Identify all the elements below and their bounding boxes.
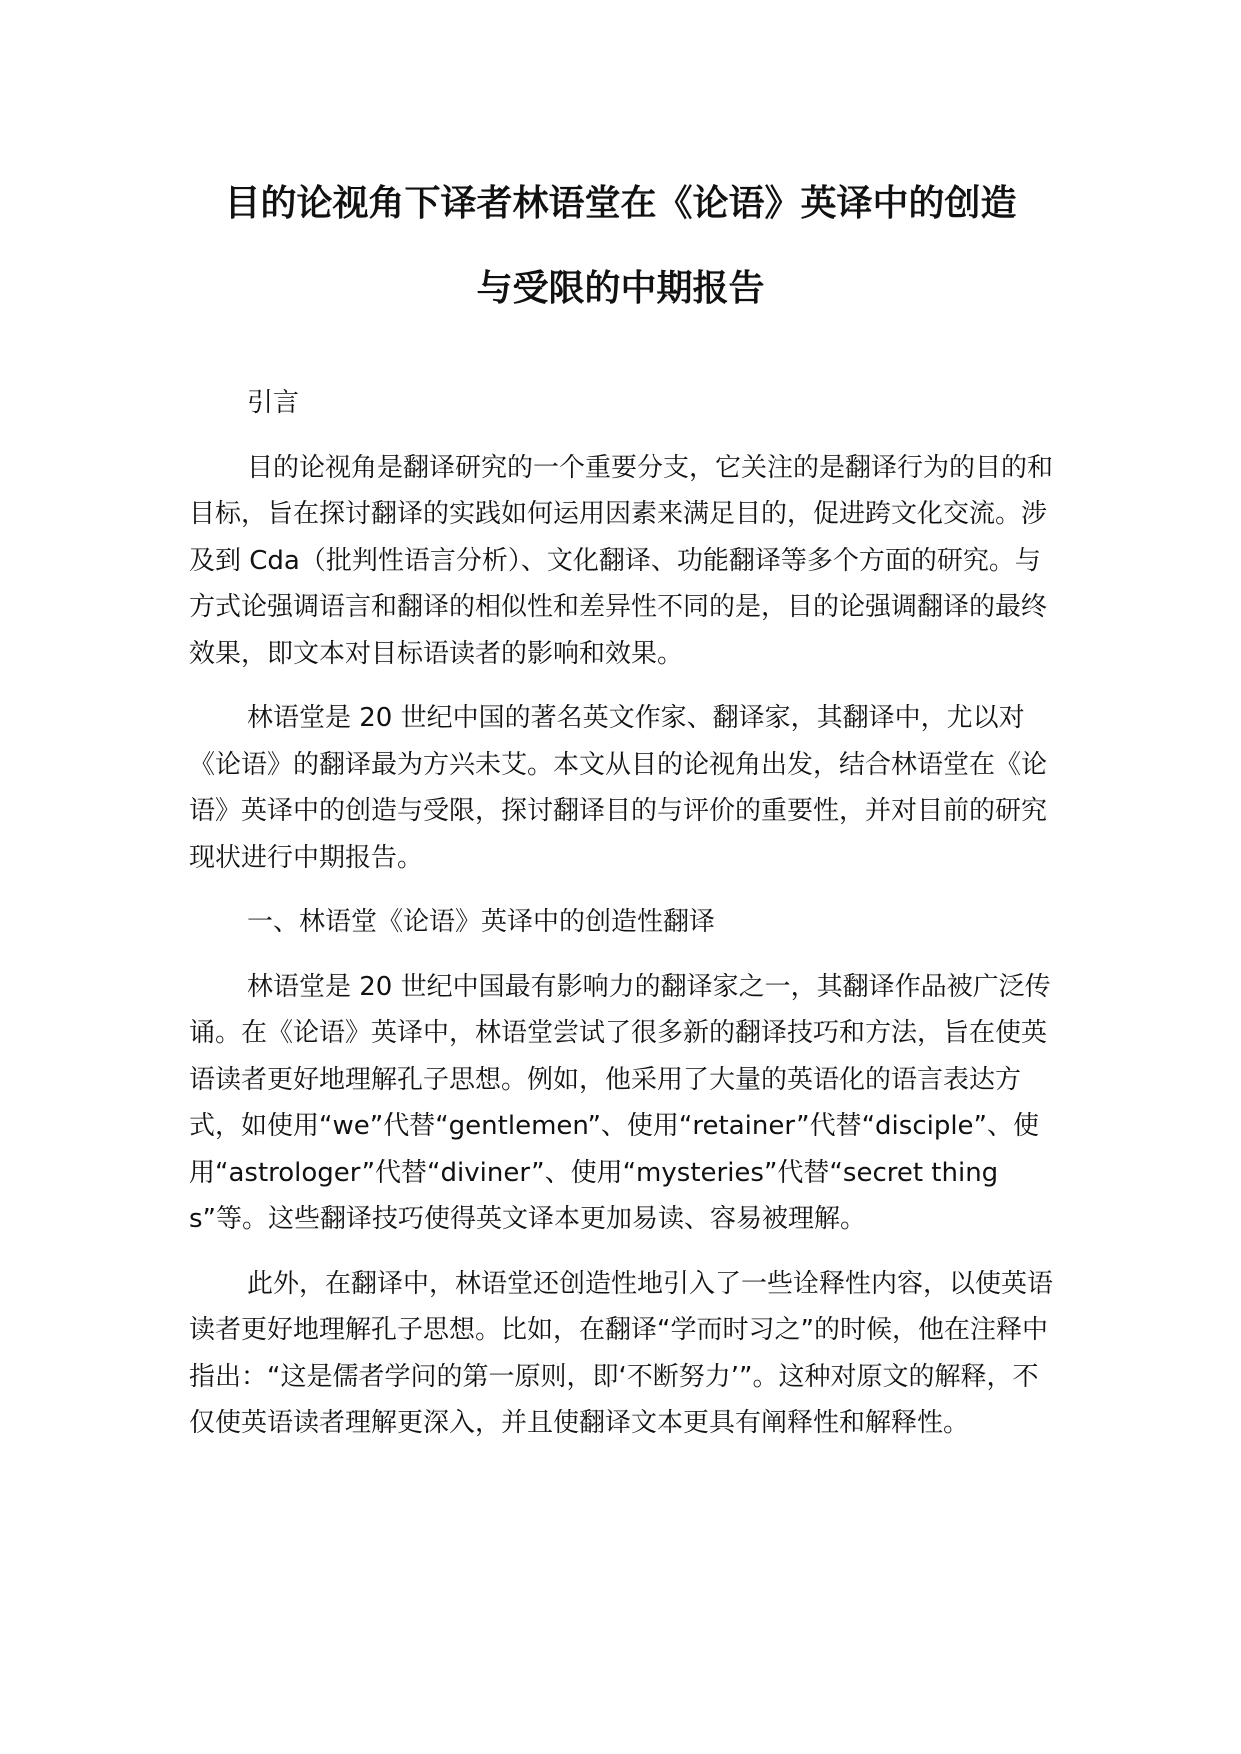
section-heading-introduction: 引言 — [247, 388, 300, 418]
section-heading-creative-translation: 一、林语堂《论语》英译中的创造性翻译 — [247, 907, 716, 937]
body-paragraph: 林语堂是 20 世纪中国的著名英文作家、翻译家，其翻译中，尤以对《论语》的翻译最为方兴未艾。本文从目的论视角出发，结合林语堂在《论语》英译中的创造与受限，探讨翻译目的与评价的重要性，并对目前的研究现状进行中期报告。 — [189, 703, 1048, 873]
body-paragraph: 此外，在翻译中，林语堂还创造性地引入了一些诠释性内容，以使英语读者更好地理解孔子思想。比如，在翻译“学而时习之”的时候，他在注释中指出：“这是儒者学问的第一原则，即‘不断努力’”。这种对原文的解释，不仅使英语读者理解更深入，并且使翻译文本更具有阐释性和解释性。 — [189, 1268, 1054, 1438]
document-title-line-1: 目的论视角下译者林语堂在《论语》英译中的创造 — [224, 183, 1017, 224]
document-body — [189, 380, 1059, 1465]
document-title-line-2: 与受限的中期报告 — [476, 268, 765, 309]
body-paragraph: 林语堂是 20 世纪中国最有影响力的翻译家之一，其翻译作品被广泛传诵。在《论语》英译中，林语堂尝试了很多新的翻译技巧和方法，旨在使英语读者更好地理解孔子思想。例如，他采用了大量的英语化的语言表达方式，如使用“we”代替“gentlemen”、使用“retainer”代替“disciple”、使用“astrologer”代替“diviner”、使用“mysteries”代替“secret things”等。这些翻译技巧使得英文译本更加易读、容易被理解。 — [189, 971, 1051, 1234]
body-paragraph: 目的论视角是翻译研究的一个重要分支，它关注的是翻译行为的目的和目标，旨在探讨翻译的实践如何运用因素来满足目的，促进跨文化交流。涉及到 Cda（批判性语言分析）、文化翻译、功能翻译等多个方面的研究。与方式论强调语言和翻译的相似性和差异性不同的是，目的论强调翻译的最终效果，即文本对目标语读者的影响和效果。 — [189, 452, 1054, 669]
